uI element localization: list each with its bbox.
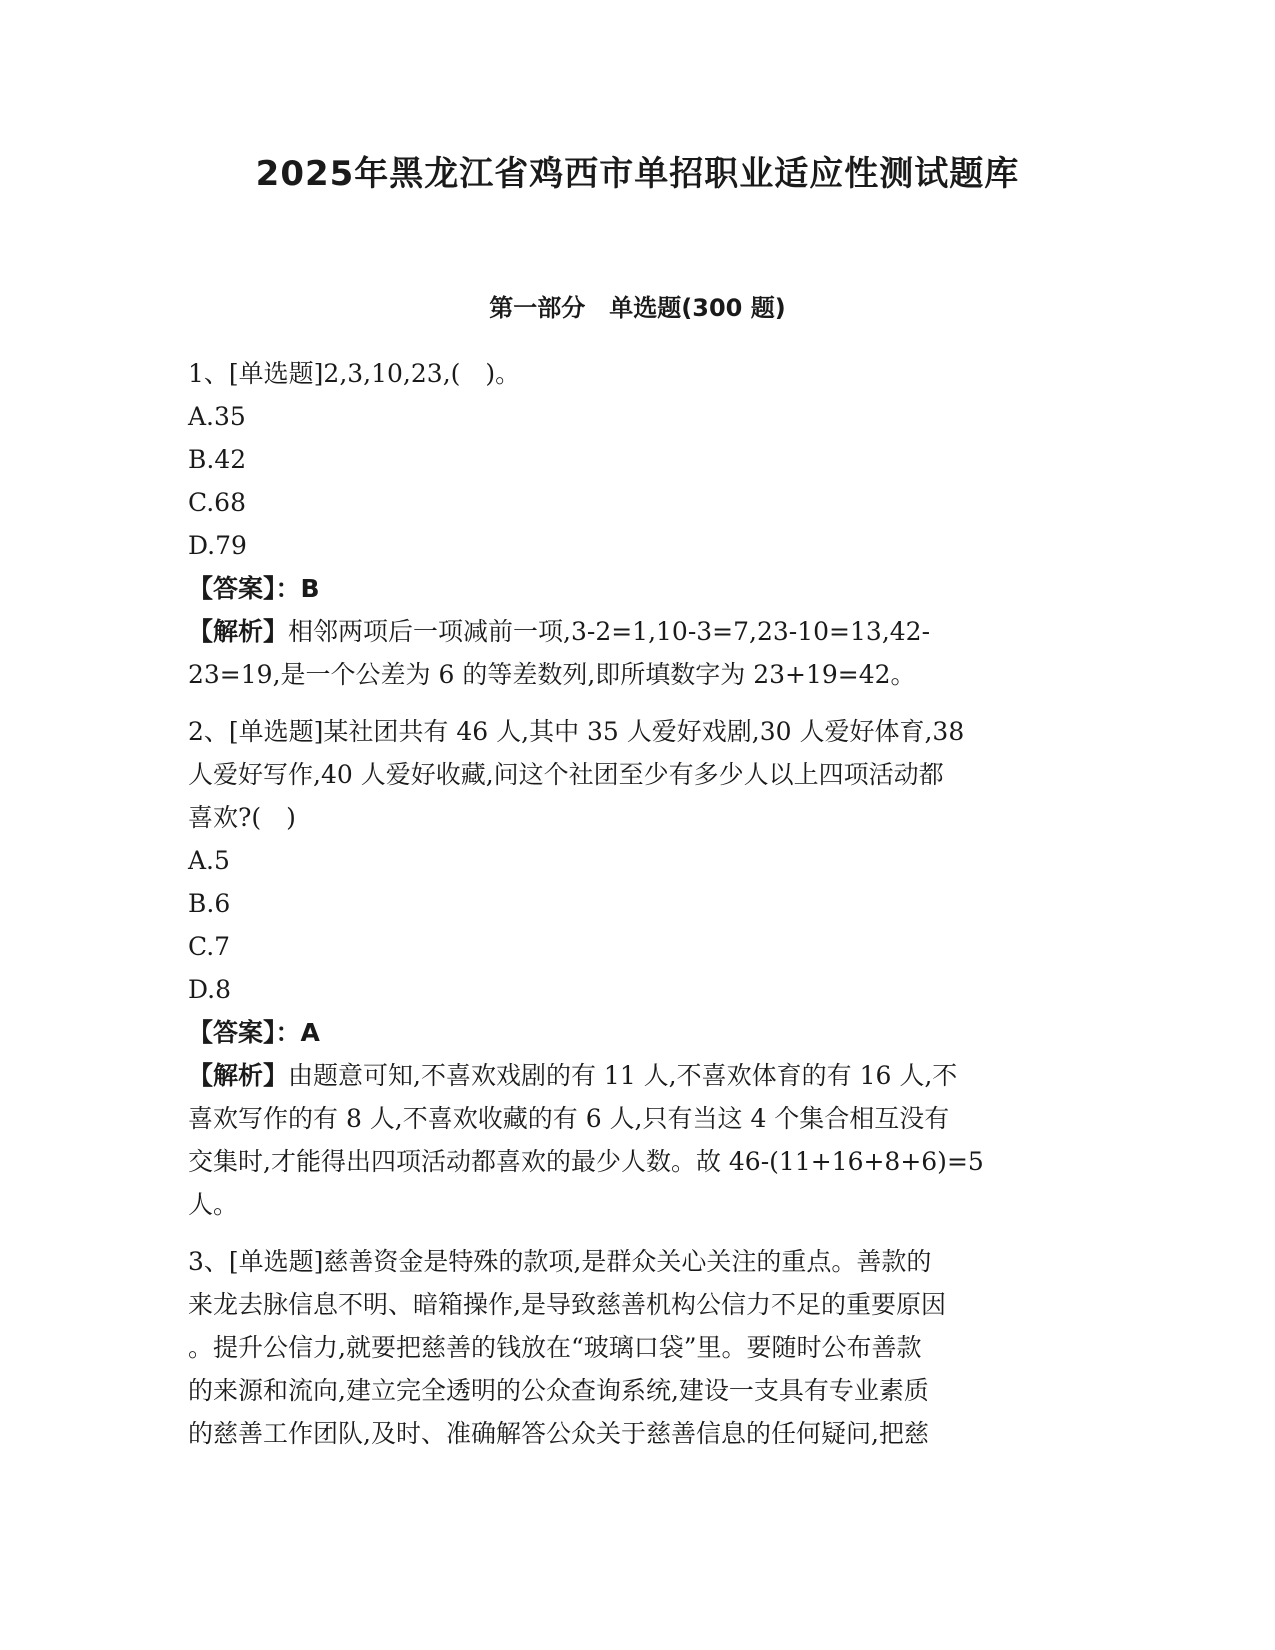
document-title: 2025年黑龙江省鸡西市单招职业适应性测试题库 — [255, 154, 1020, 194]
option-a: A.35 — [188, 402, 246, 431]
analysis-line: 喜欢写作的有 8 人,不喜欢收藏的有 6 人,只有当这 4 个集合相互没有 — [188, 1104, 950, 1133]
question-stem-line: 2、[单选题]某社团共有 46 人,其中 35 人爱好戏剧,30 人爱好体育,38 — [188, 717, 965, 746]
answer-line — [188, 1011, 1078, 1054]
analysis-text: 由题意可知,不喜欢戏剧的有 11 人,不喜欢体育的有 16 人,不 — [288, 1061, 958, 1090]
answer-value: ：A — [275, 1018, 320, 1047]
question-stem-line: 人爱好写作,40 人爱好收藏,问这个社团至少有多少人以上四项活动都 — [188, 760, 944, 789]
analysis-line: 交集时,才能得出四项活动都喜欢的最少人数。故 46-(11+16+8+6)=5 — [188, 1147, 984, 1176]
question-stem-line: 的慈善工作团队,及时、准确解答公众关于慈善信息的任何疑问,把慈 — [188, 1419, 929, 1448]
question-stem-line: 来龙去脉信息不明、暗箱操作,是导致慈善机构公信力不足的重要原因 — [188, 1290, 946, 1319]
question-2 — [188, 710, 1078, 1226]
analysis-label: 【解析】 — [188, 617, 289, 646]
question-stem-line: 的来源和流向,建立完全透明的公众查询系统,建设一支具有专业素质 — [188, 1376, 929, 1405]
option-b: B.42 — [188, 445, 247, 474]
question-3 — [188, 1240, 1078, 1455]
section-title: 第一部分 单选题(300 题) — [489, 294, 786, 322]
analysis-line — [188, 610, 1078, 653]
question-list — [188, 352, 1078, 1469]
option-a: A.5 — [188, 846, 230, 875]
option-d: D.79 — [188, 531, 247, 560]
option-d: D.8 — [188, 975, 232, 1004]
question-stem-line: 喜欢?( ) — [188, 803, 296, 832]
option-c: C.7 — [188, 932, 231, 961]
analysis-label: 【解析】 — [188, 1061, 289, 1090]
question-stem-line: 1、[单选题]2,3,10,23,( )。 — [188, 359, 521, 388]
answer-value: ：B — [275, 574, 320, 603]
option-c: C.68 — [188, 488, 246, 517]
analysis-line: 人。 — [188, 1190, 239, 1219]
option-b: B.6 — [188, 889, 231, 918]
answer-label: 【答案】 — [188, 1018, 276, 1047]
answer-label: 【答案】 — [188, 574, 276, 603]
question-stem-line: 。提升公信力,就要把慈善的钱放在“玻璃口袋”里。要随时公布善款 — [188, 1333, 922, 1362]
question-stem-line: 3、[单选题]慈善资金是特殊的款项,是群众关心关注的重点。善款的 — [188, 1247, 932, 1276]
answer-line — [188, 567, 1078, 610]
question-1 — [188, 352, 1078, 696]
analysis-line: 23=19,是一个公差为 6 的等差数列,即所填数字为 23+19=42。 — [188, 660, 916, 689]
analysis-text: 相邻两项后一项减前一项,3-2=1,10-3=7,23-10=13,42- — [288, 617, 931, 646]
analysis-line — [188, 1054, 1078, 1097]
